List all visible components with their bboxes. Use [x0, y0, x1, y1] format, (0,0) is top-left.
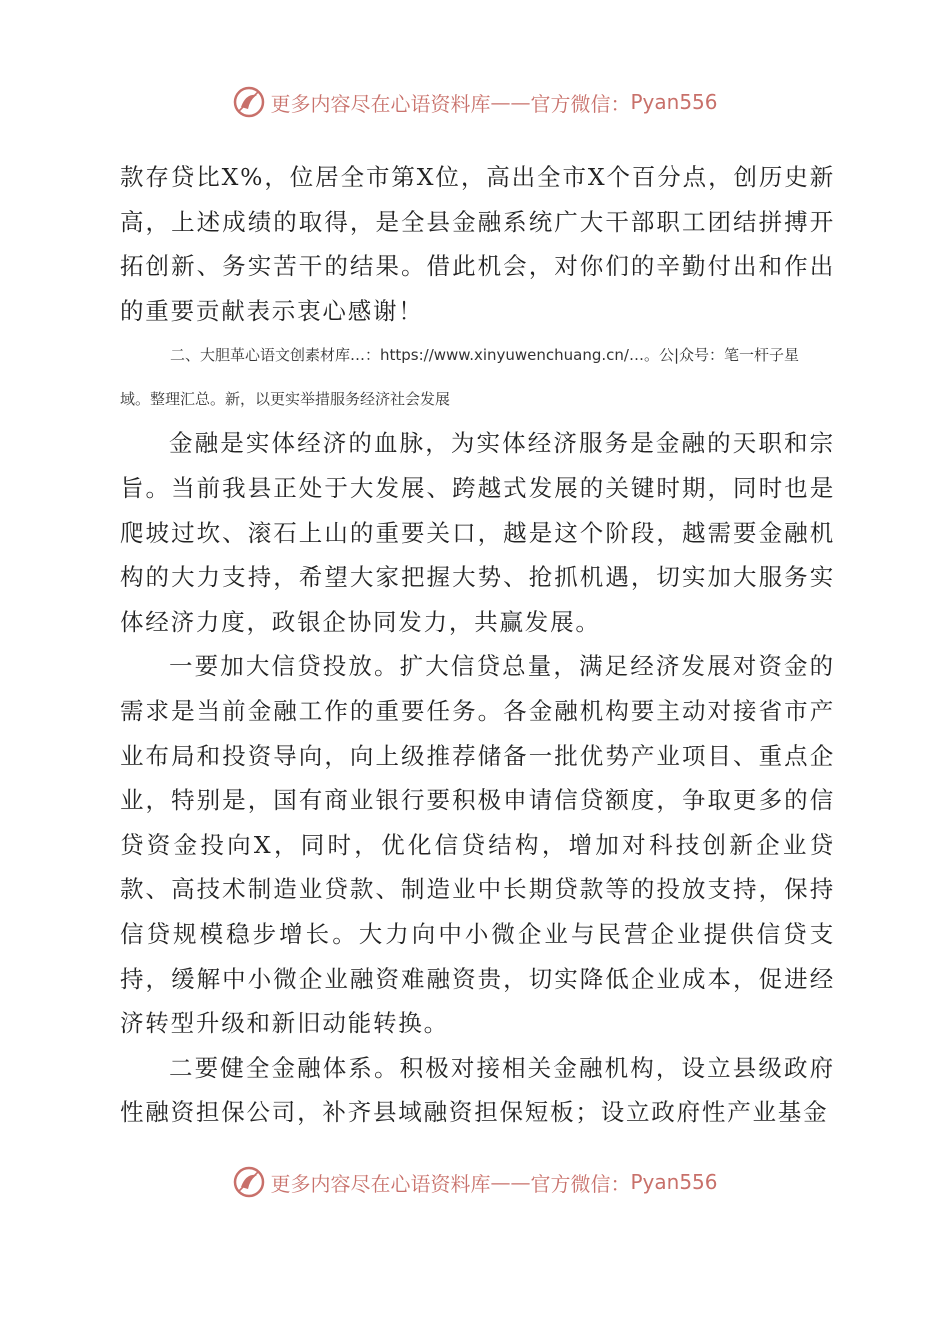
header-brand-text: 更多内容尽在心语资料库: [270, 91, 491, 116]
footer-dash: ——: [490, 1170, 531, 1194]
header-wechat-id: Pyan556: [630, 90, 718, 114]
document-body: [120, 155, 835, 1135]
paragraph-4: 二要健全金融体系。积极对接相关金融机构，设立县级政府性融资担保公司，补齐县域融资担保短板；设立政府性产业基金: [120, 1053, 835, 1127]
source-note-line-1: 二、大胆革心语文创素材库…：https://www.xinyuwenchuang.cn/…。公|众号：笔一杆子星: [170, 346, 800, 365]
paragraph-2: 金融是实体经济的血脉，为实体经济服务是金融的天职和宗旨。当前我县正处于大发展、跨越式发展的关键时期，同时也是爬坡过坎、滚石上山的重要关口，越是这个阶段，越需要金融机构的大力支持，希望大家把握大势、抢抓机遇，切实加大服务实体经济力度，政银企协同发力，共赢发展。: [120, 429, 835, 636]
paragraph-1: 款存贷比X%，位居全市第X位，高出全市X个百分点，创历史新高，上述成绩的取得，是全县金融系统广大干部职工团结拼搏开拓创新、务实苦干的结果。借此机会，对你们的辛勤付出和作出的重要贡献表示衷心感谢！: [120, 163, 835, 325]
footer-brand-text: 更多内容尽在心语资料库: [270, 1171, 491, 1196]
brand-logo-icon: [232, 85, 266, 119]
source-note-line-2: 域。整理汇总。新，以更实举措服务经济社会发展: [120, 390, 451, 409]
footer-wechat-label: 官方微信：: [530, 1171, 631, 1196]
header-banner: [0, 82, 950, 122]
header-wechat-label: 官方微信：: [530, 91, 631, 116]
paragraph-3: 一要加大信贷投放。扩大信贷总量，满足经济发展对资金的需求是当前金融工作的重要任务。各金融机构要主动对接省市产业布局和投资导向，向上级推荐储备一批优势产业项目、重点企业，特别是，国有商业银行要积极申请信贷额度，争取更多的信贷资金投向X，同时，优化信贷结构，增加对科技创新企业贷款、高技术制造业贷款、制造业中长期贷款等的投放支持，保持信贷规模稳步增长。大力向中小微企业与民营企业提供信贷支持，缓解中小微企业融资难融资贵，切实降低企业成本，促进经济转型升级和新旧动能转换。: [120, 652, 835, 1038]
footer-logo-icon: [232, 1165, 266, 1199]
footer-banner: [0, 1162, 950, 1202]
header-dash: ——: [490, 90, 531, 114]
footer-wechat-id: Pyan556: [630, 1170, 718, 1194]
